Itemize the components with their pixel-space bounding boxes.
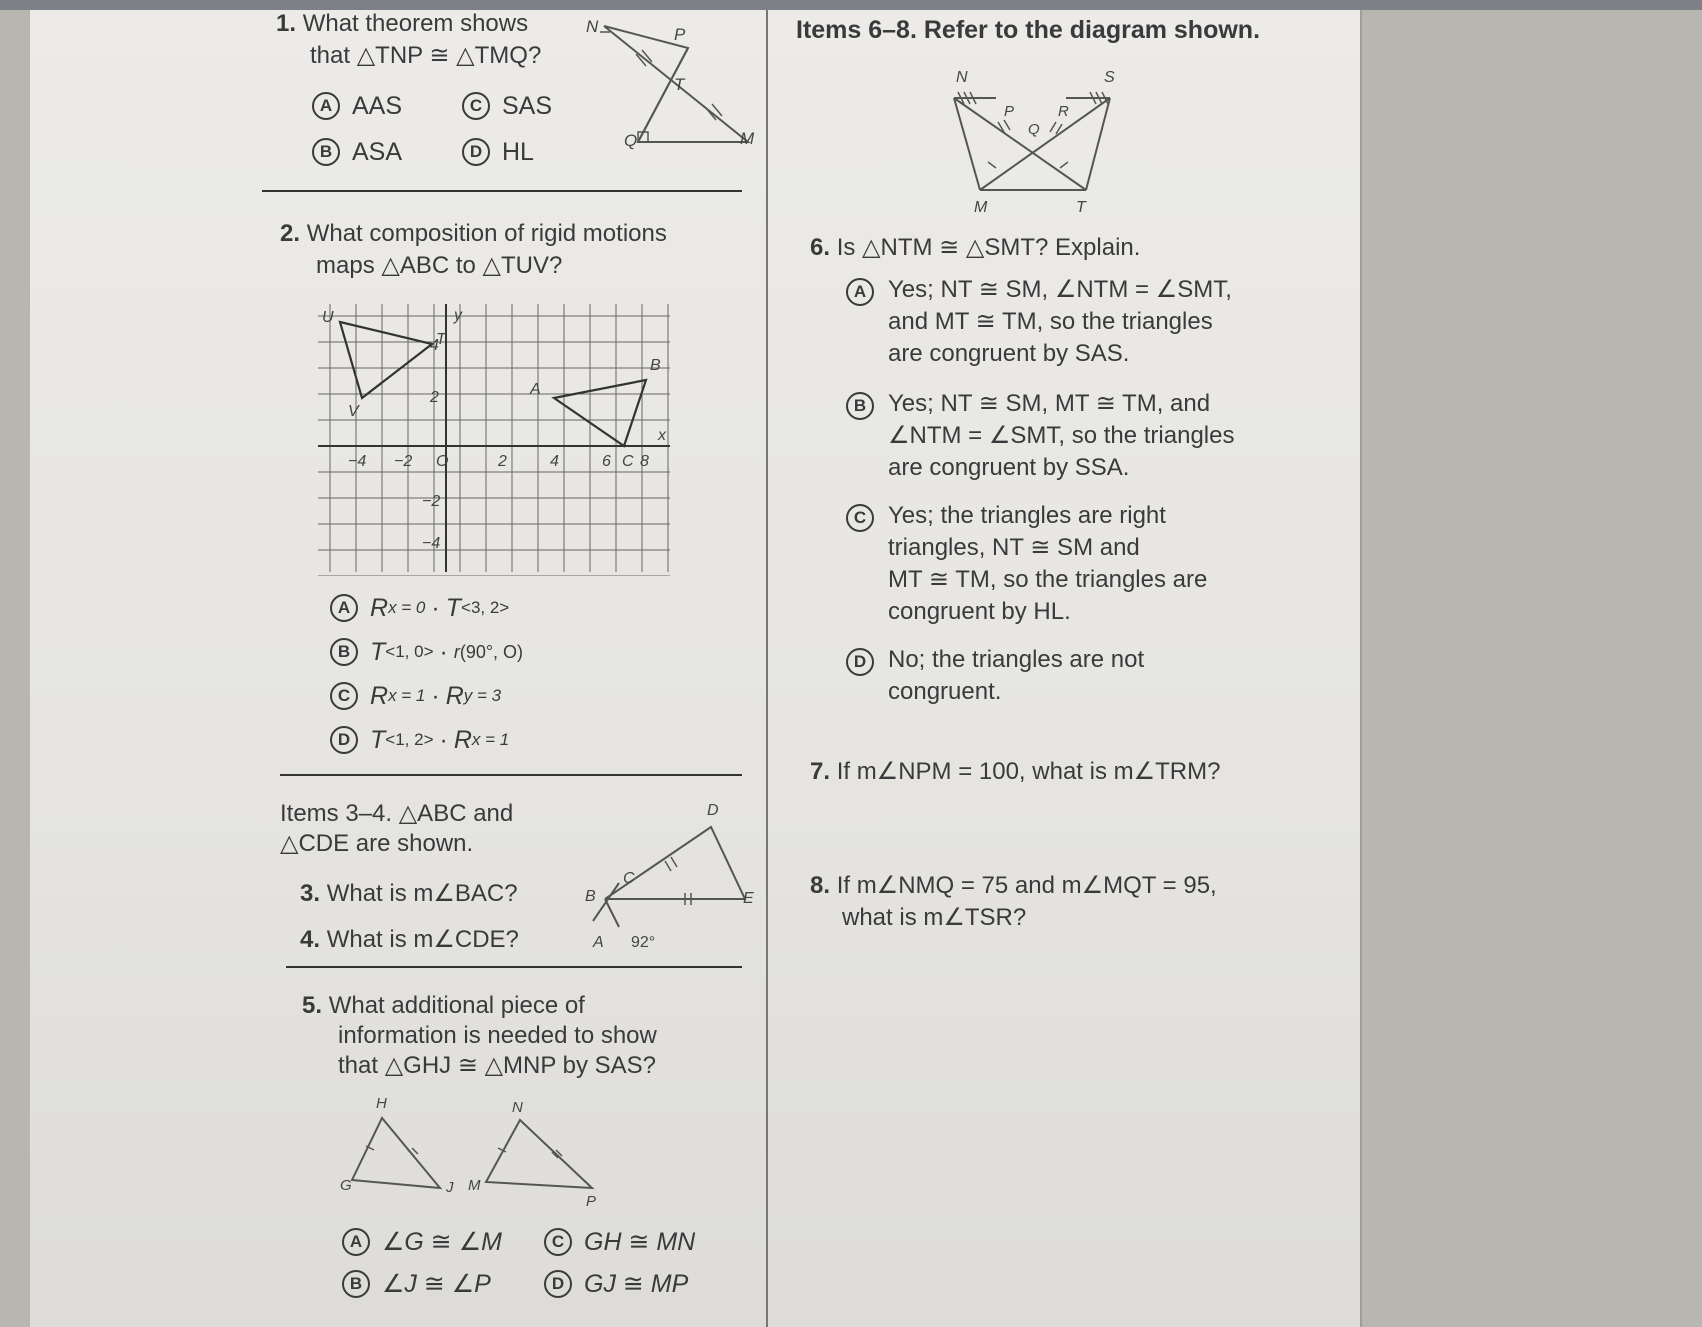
option-letter-circle: A (312, 92, 340, 120)
option-subscript: y = 3 (463, 686, 502, 705)
q1-stem-line1 (276, 8, 528, 40)
segment-nm (954, 98, 980, 190)
option-letter-circle: A (342, 1228, 370, 1256)
graph-grid (318, 304, 670, 576)
option-line: Yes; NT ≅ SM, ∠NTM = ∠SMT, (888, 276, 1232, 303)
q5-option-d[interactable] (544, 1268, 688, 1300)
option-letter-circle: A (846, 278, 874, 306)
point-t-label: T (436, 331, 446, 348)
q1-option-c[interactable] (462, 90, 552, 122)
label-j: J (446, 1179, 454, 1196)
q5-number: 5. (302, 992, 323, 1019)
x-tick: −4 (348, 453, 367, 470)
q1-figure (570, 10, 770, 160)
option-line: are congruent by SAS. (888, 340, 1130, 367)
q5-figure (330, 1090, 620, 1220)
label-a: A (593, 934, 604, 951)
point-a-label: A (530, 381, 541, 398)
label-q: Q (1028, 121, 1040, 138)
q7-text: If m∠NPM = 100, what is m∠TRM? (836, 758, 1221, 785)
separator (262, 190, 742, 192)
label-s: S (1104, 69, 1115, 86)
q1-option-a[interactable] (312, 90, 402, 122)
option-text: SAS (502, 92, 553, 120)
y-tick: 2 (430, 389, 439, 406)
option-operator: T (445, 594, 462, 622)
label-t: T (1076, 199, 1086, 216)
x-tick: 6 (602, 453, 611, 470)
option-line: triangles, NT ≅ SM and (888, 534, 1140, 561)
option-letter-circle: D (330, 726, 358, 754)
option-subscript: <1, 2> (385, 730, 434, 749)
q3-stem (300, 878, 518, 910)
label-q: Q (624, 131, 638, 150)
triangle-mnp (486, 1120, 592, 1188)
segment-ab (605, 899, 619, 927)
label-b: B (585, 888, 596, 905)
option-line: Yes; NT ≅ SM, MT ≅ TM, and (888, 390, 1211, 417)
option-letter-circle: A (330, 594, 358, 622)
q2-stem-text: What composition of rigid motions (306, 220, 667, 247)
option-line: congruent. (888, 678, 1002, 705)
q2-option-a[interactable] (330, 592, 509, 624)
q34-intro-line2: △CDE are shown. (280, 830, 474, 857)
q5-option-c[interactable] (544, 1226, 695, 1258)
tick-mark (408, 1150, 414, 1156)
composition-dot: · (439, 726, 448, 754)
label-c: C (623, 870, 635, 887)
option-operator: T (370, 726, 386, 754)
point-b-label: B (650, 357, 661, 374)
tick-mark (1004, 120, 1010, 130)
label-p: P (1004, 103, 1015, 120)
option-line: No; the triangles are not (888, 646, 1145, 673)
composition-dot: · (431, 682, 440, 710)
worksheet-page (30, 10, 1360, 1327)
option-line: MT ≅ TM, so the triangles are (888, 566, 1208, 593)
label-t: T (674, 75, 685, 94)
q6-stem (810, 232, 1140, 264)
label-n: N (512, 1099, 523, 1116)
option-letter-circle: D (544, 1270, 572, 1298)
x-tick: 8 (640, 453, 649, 470)
option-operator: R (370, 682, 389, 710)
items68-figure (940, 60, 1130, 220)
label-r: R (1058, 103, 1069, 120)
label-e: E (743, 890, 754, 907)
point-u-label: U (322, 309, 334, 326)
separator (280, 774, 742, 776)
option-text: ∠J ≅ ∠P (382, 1270, 491, 1298)
tick-mark (1060, 162, 1068, 168)
q4-text: What is m∠CDE? (326, 926, 519, 953)
option-letter-circle: B (312, 138, 340, 166)
y-tick: 4 (430, 337, 439, 354)
tick-mark (671, 857, 677, 867)
x-tick: −2 (394, 453, 413, 470)
label-m: M (468, 1177, 481, 1194)
option-subscript: (90°, O) (459, 642, 524, 662)
q2-option-d[interactable] (330, 724, 509, 756)
option-line: are congruent by SSA. (888, 454, 1130, 481)
label-d: D (707, 802, 719, 819)
label-h: H (376, 1095, 387, 1112)
option-letter-circle: B (342, 1270, 370, 1298)
option-subscript: x = 1 (388, 686, 426, 705)
q5-option-b[interactable] (342, 1268, 491, 1300)
q2-number: 2. (280, 220, 301, 247)
y-tick: −2 (422, 493, 441, 510)
q7-number: 7. (810, 758, 831, 785)
q3-text: What is m∠BAC? (326, 880, 518, 907)
q4-number: 4. (300, 926, 321, 953)
label-n: N (956, 69, 968, 86)
option-letter-circle: C (544, 1228, 572, 1256)
q8-stem-line1 (810, 870, 1217, 902)
point-v-label: V (348, 403, 359, 420)
option-letter-circle: C (330, 682, 358, 710)
outline-helper (954, 98, 1110, 190)
q1-option-b[interactable] (312, 136, 402, 168)
composition-dot: · (431, 594, 440, 622)
option-text: GH ≅ MN (584, 1228, 696, 1256)
option-letter-circle: D (462, 138, 490, 166)
q1-stem-line2: that △TNP ≅ △TMQ? (310, 42, 542, 69)
q5-stem-text: What additional piece of (328, 992, 585, 1019)
tick-mark (1050, 122, 1056, 132)
page-edge (1360, 10, 1362, 1327)
y-tick: −4 (422, 535, 441, 552)
option-subscript: x = 0 (388, 598, 426, 617)
q5-option-a[interactable] (342, 1226, 502, 1258)
option-text: AAS (352, 92, 403, 120)
option-text: HL (502, 138, 534, 166)
items68-header: Items 6–8. Refer to the diagram shown. (796, 16, 1261, 44)
label-g: G (340, 1177, 352, 1194)
q2-coordinate-graph (318, 300, 674, 576)
q5-stem-line1 (302, 990, 585, 1022)
option-text: GJ ≅ MP (584, 1270, 689, 1298)
q1-option-d[interactable] (462, 136, 534, 168)
separator (286, 966, 742, 968)
option-operator: R (453, 726, 472, 754)
tick-mark (988, 162, 996, 168)
tick-mark (412, 1148, 418, 1154)
option-letter-circle: B (846, 392, 874, 420)
label-p: P (586, 1193, 597, 1210)
option-letter-circle: C (462, 92, 490, 120)
point-c-label: C (622, 453, 634, 470)
option-operator: R (445, 682, 464, 710)
option-letter-circle: D (846, 648, 874, 676)
triangle-tuv (340, 322, 432, 398)
option-operator: R (370, 594, 389, 622)
q8-text: If m∠NMQ = 75 and m∠MQT = 95, (836, 872, 1217, 899)
segment-ac (593, 883, 619, 921)
option-operator: T (370, 638, 386, 666)
option-letter-circle: B (330, 638, 358, 666)
x-tick: O (436, 453, 449, 470)
y-axis-label: y (454, 307, 462, 324)
tick-mark (665, 861, 671, 871)
top-edge (0, 0, 1702, 10)
option-subscript: <1, 0> (385, 642, 434, 661)
q1-segment-pq (638, 48, 688, 142)
option-operator: r (453, 642, 460, 662)
q7-stem (810, 756, 1220, 788)
option-text: ∠G ≅ ∠M (382, 1228, 502, 1256)
x-axis-label: x (658, 427, 666, 444)
q2-option-b[interactable] (330, 636, 523, 668)
q6-number: 6. (810, 234, 831, 261)
option-subscript: x = 1 (471, 730, 510, 749)
q4-stem (300, 924, 519, 956)
q3-number: 3. (300, 880, 321, 907)
q34-figure (575, 795, 765, 955)
q1-number: 1. (276, 10, 297, 37)
q2-stem-line1 (280, 218, 667, 250)
triangle-abc (554, 380, 646, 446)
x-tick: 4 (550, 453, 559, 470)
label-m: M (974, 199, 988, 216)
option-line: Yes; the triangles are right (888, 502, 1166, 529)
q34-intro-line1: Items 3–4. △ABC and (280, 800, 514, 827)
q1-stem-text: What theorem shows (302, 10, 529, 37)
triangle-ghj (352, 1118, 440, 1188)
q5-stem-line2: information is needed to show (338, 1022, 657, 1049)
option-letter-circle: C (846, 504, 874, 532)
q6-stem-text: Is △NTM ≅ △SMT? Explain. (836, 234, 1141, 261)
column-divider (766, 10, 768, 1327)
composition-dot: · (439, 638, 448, 666)
q2-option-c[interactable] (330, 680, 501, 712)
angle-label: 92° (631, 934, 656, 951)
label-m: M (740, 129, 755, 148)
x-tick: 2 (498, 453, 507, 470)
option-line: and MT ≅ TM, so the triangles (888, 308, 1213, 335)
option-text: ASA (352, 138, 403, 166)
option-line: congruent by HL. (888, 598, 1071, 625)
option-line: ∠NTM = ∠SMT, so the triangles (888, 422, 1235, 449)
q8-stem-line2: what is m∠TSR? (842, 904, 1027, 931)
q5-stem-line3: that △GHJ ≅ △MNP by SAS? (338, 1052, 657, 1079)
q2-stem-line2: maps △ABC to △TUV? (316, 252, 563, 279)
q8-number: 8. (810, 872, 831, 899)
label-n: N (586, 17, 599, 36)
label-p: P (674, 25, 686, 44)
option-subscript: <3, 2> (461, 598, 510, 617)
